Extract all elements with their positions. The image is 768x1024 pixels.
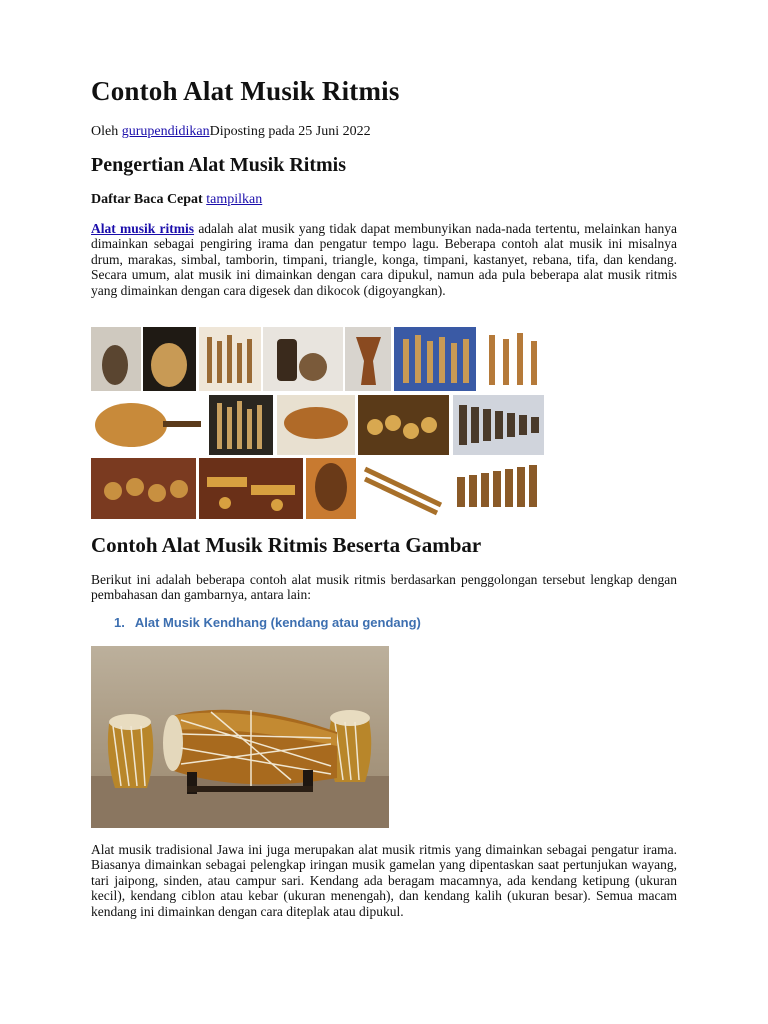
author-link[interactable]: gurupendidikan (121, 124, 210, 139)
table-of-contents (91, 192, 262, 208)
examples-intro-paragraph: Berikut ini adalah beberapa contoh alat musik ritmis berdasarkan penggolongan tersebut lengkap dengan pembahasan dan gambarnya, antara lain: (91, 572, 677, 603)
byline-prefix: Oleh (91, 124, 122, 139)
small-drum-left-head (109, 714, 151, 730)
tifa-shape (315, 463, 347, 511)
section-heading-examples: Contoh Alat Musik Ritmis Beserta Gambar (91, 533, 482, 557)
drum-shape-1 (277, 339, 297, 381)
definition-paragraph (91, 221, 677, 298)
list-item-title: Alat Musik Kendhang (kendang atau gendang) (134, 615, 421, 630)
kendang-photo (91, 646, 389, 828)
gourd-shape (102, 345, 128, 385)
collage-svg (91, 327, 547, 519)
oud-neck (163, 421, 201, 427)
toc-label: Daftar Baca Cepat (91, 192, 203, 207)
oud-body (95, 403, 167, 447)
instruments-collage-image (91, 327, 547, 519)
posted-date: Diposting pada 25 Juni 2022 (209, 124, 371, 139)
definition-text: adalah alat musik yang tidak dapat membunyikan nada-nada tertentu, melainkan hanya dimainkan sebagai pengiring irama dan pengatur tempo lagu. Beberapa contoh alat musik ini misalnya drum, marakas, simbal, tamborin, timpani, triangle, konga, timpani, kastanyet, rebana, tifa, dan kendang. Secara umum, alat musik ini dimainkan dengan cara dipukul, namun ada pula beberapa alat musik ritmis yang dimainkan dengan cara digesek dan dikocok (digoyangkan). (91, 221, 677, 298)
maracas-shape (151, 343, 187, 387)
drum-shape-2 (299, 353, 327, 381)
definition-link[interactable]: Alat musik ritmis (91, 221, 195, 236)
kendang-shape (284, 407, 348, 439)
big-kendang-head (163, 715, 183, 771)
kendhang-description-paragraph: Alat musik tradisional Jawa ini juga merupakan alat musik ritmis yang dimainkan sebagai pengatur irama. Biasanya dimainkan sebagai pelengkap iringan musik gamelan yang dipentaskan saat pertunjukan wayang, tari jaipong, sinden, atau campur sari. Kendang ada beragam macamnya, ada kendang ketipung (ukuran kecil), kendang ciblon atau kebar (ukuran menengah), dan kendang kalih (ukuran besar). Semua macam kendang ini dimainkan dengan cara diteplak atau dipukul. (91, 842, 677, 919)
section-heading-definition: Pengertian Alat Musik Ritmis (91, 154, 346, 176)
kendang-stand-base (187, 786, 313, 792)
article-title: Contoh Alat Musik Ritmis (91, 76, 400, 106)
toc-toggle-link[interactable]: tampilkan (206, 192, 263, 207)
list-number: 1. (114, 615, 125, 630)
small-drum-right-head (330, 710, 370, 726)
byline (91, 124, 371, 140)
list-item-kendhang (114, 615, 431, 630)
kendang-svg (91, 646, 389, 828)
